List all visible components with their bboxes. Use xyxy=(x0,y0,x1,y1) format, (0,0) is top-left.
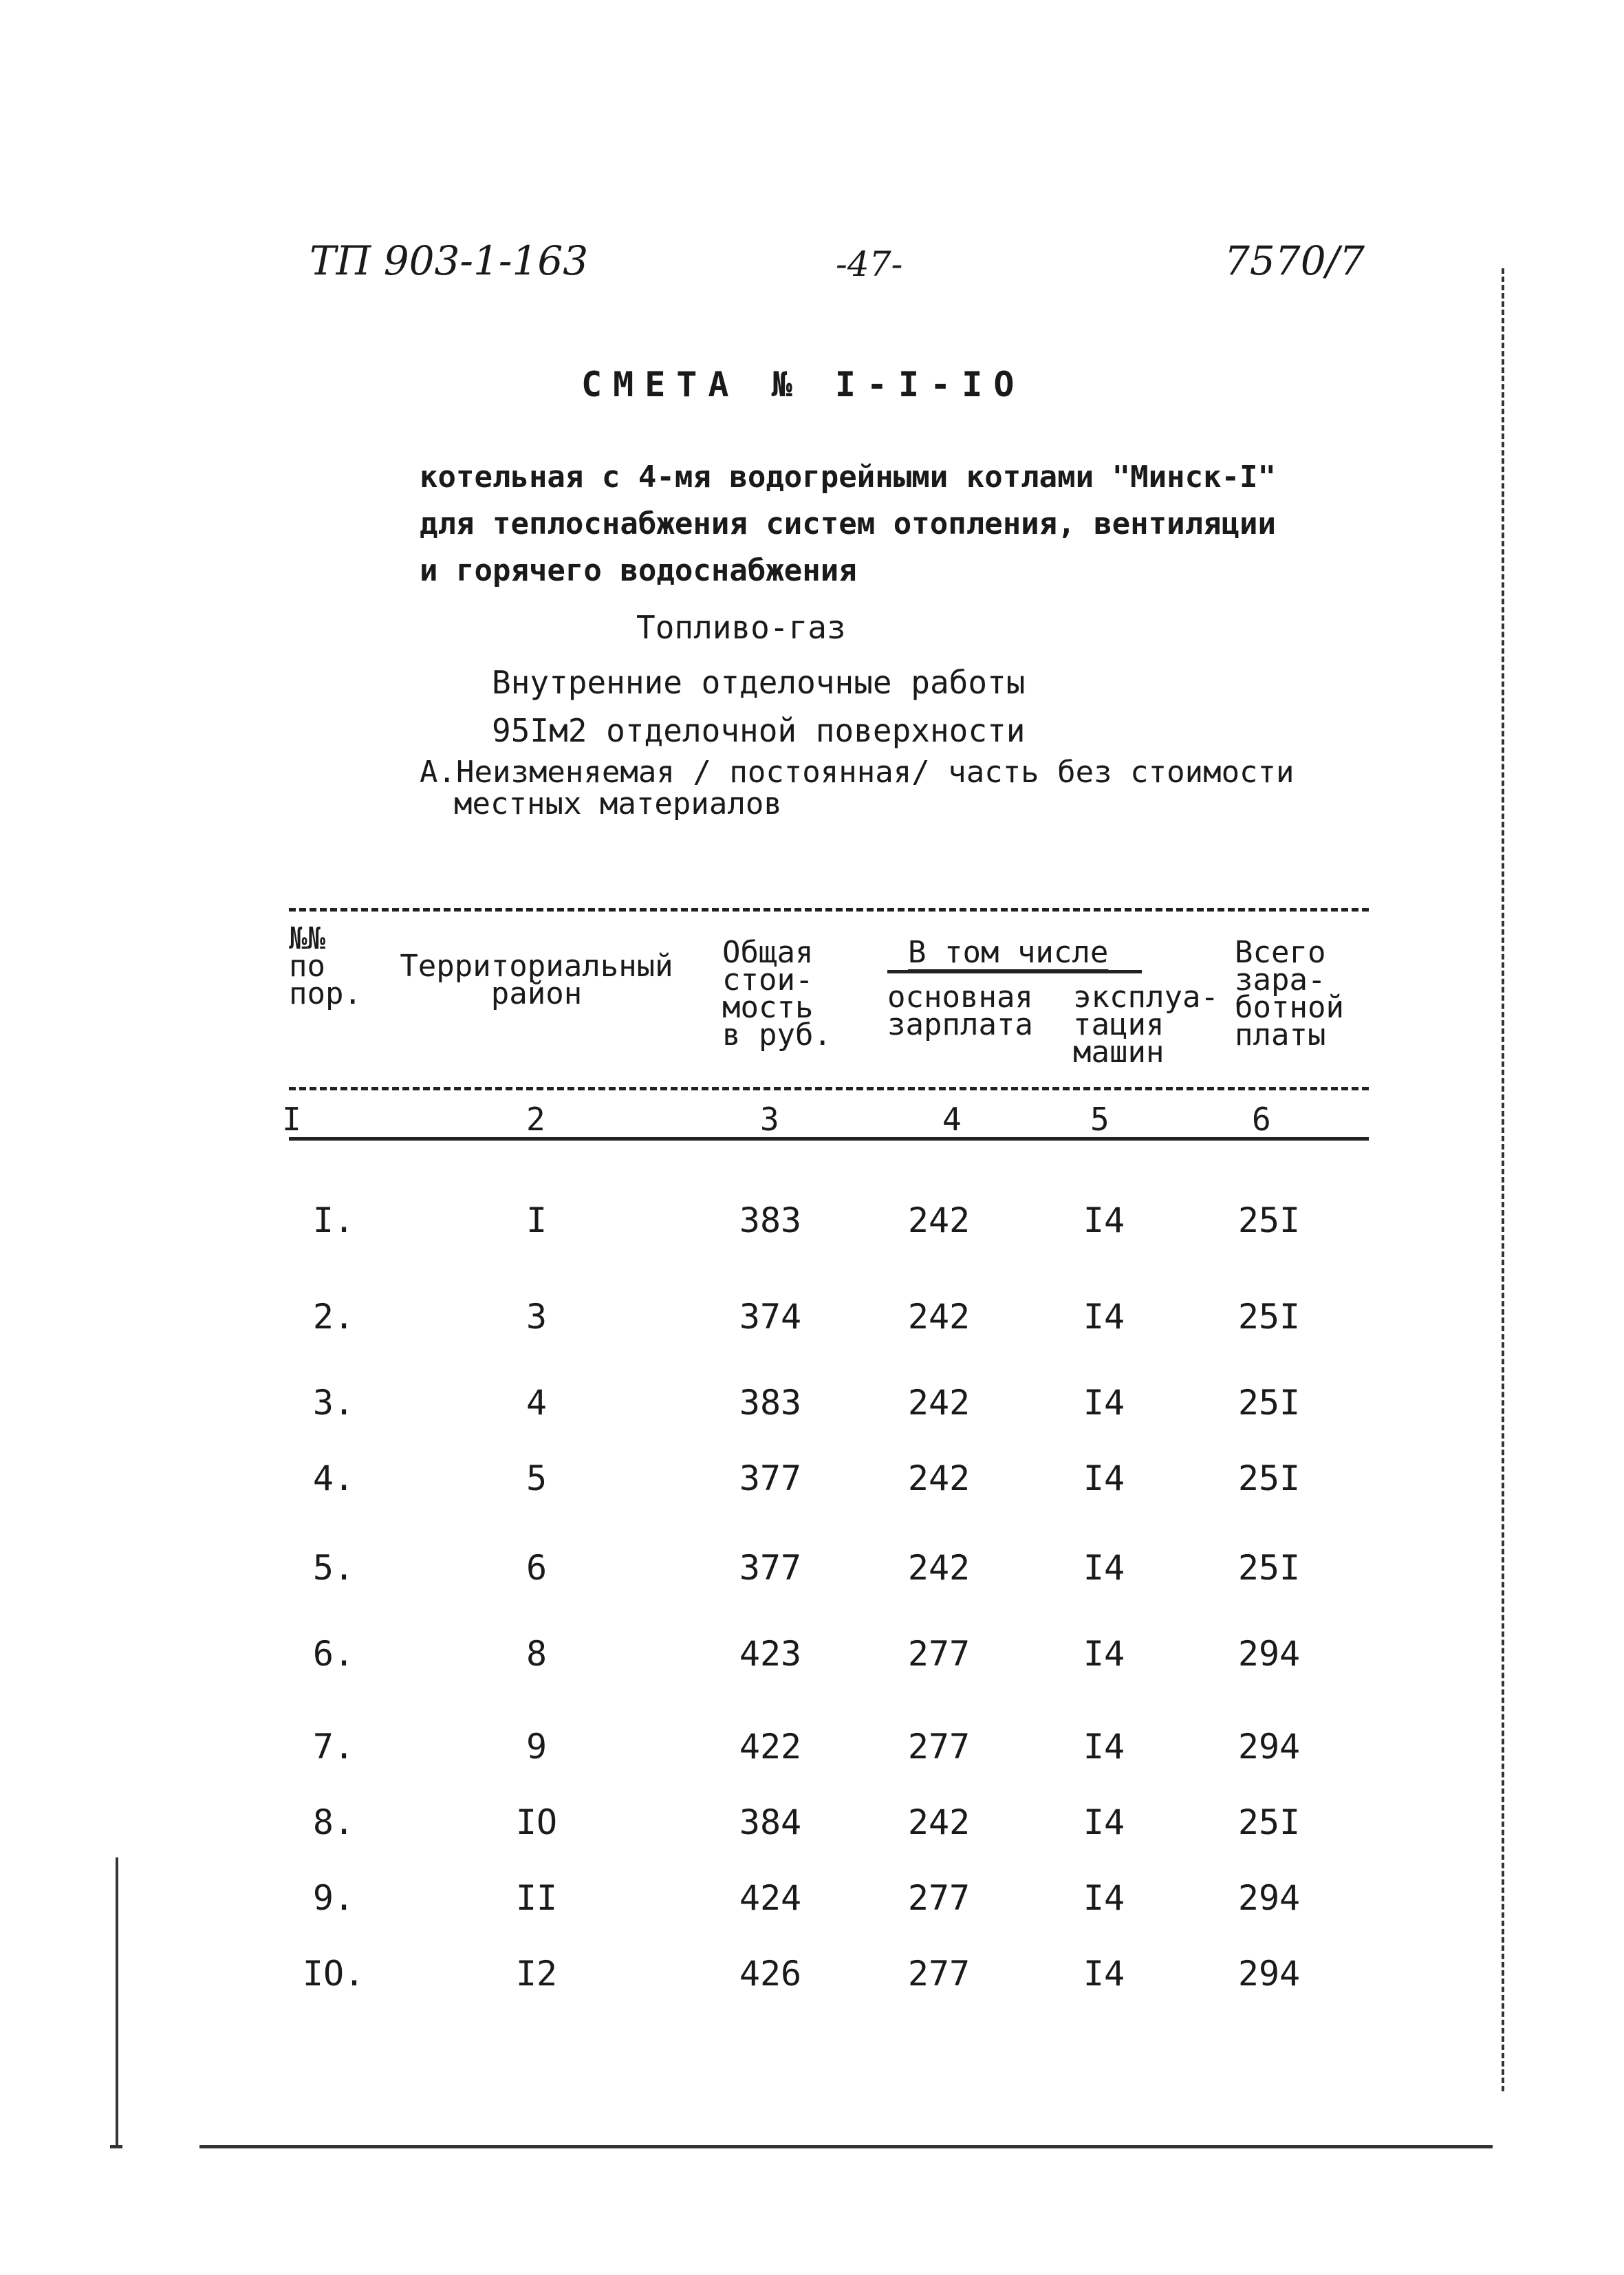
header-text: мость xyxy=(722,990,814,1025)
table-cell: I4 xyxy=(1083,1878,1125,1918)
work-type: Внутренние отделочные работы xyxy=(492,664,1026,701)
table-cell: 25I xyxy=(1237,1297,1301,1337)
table-cell: 422 xyxy=(739,1727,802,1767)
header-text: район xyxy=(490,976,583,1011)
table-cell: I4 xyxy=(1083,1297,1125,1337)
table-cell: 426 xyxy=(739,1954,802,1994)
table-cell: I4 xyxy=(1083,1458,1125,1498)
table-cell: 424 xyxy=(739,1878,802,1918)
table-cell: 242 xyxy=(907,1548,971,1588)
table-cell: I4 xyxy=(1083,1383,1125,1423)
header-bottom-rule xyxy=(289,1087,1369,1090)
header-machines xyxy=(1073,980,1219,1070)
header-text: по xyxy=(289,949,325,984)
page-number: -47- xyxy=(836,244,903,284)
header-region xyxy=(392,949,681,1011)
description-line: котельная с 4-мя водогрейными котлами "Минск-I" xyxy=(420,460,1277,495)
including-underline xyxy=(887,970,1142,973)
table-cell: 242 xyxy=(907,1802,971,1842)
table-cell: 294 xyxy=(1237,1878,1301,1918)
table-cell: I4 xyxy=(1083,1548,1125,1588)
table-cell: 25I xyxy=(1237,1548,1301,1588)
table-cell: I4 xyxy=(1083,1954,1125,1994)
column-number: 6 xyxy=(1252,1101,1271,1138)
column-number: 2 xyxy=(526,1101,545,1138)
header-text: Территориальный xyxy=(400,949,673,984)
table-cell: 242 xyxy=(907,1458,971,1498)
estimate-title: СМЕТА № I-I-IO xyxy=(581,365,1026,405)
description-line: для теплоснабжения систем отопления, вентиляции xyxy=(420,506,1277,541)
table-cell: 7. xyxy=(312,1727,355,1767)
header-text: Всего xyxy=(1235,935,1326,970)
table-cell: 2. xyxy=(312,1297,355,1337)
table-cell: I4 xyxy=(1083,1200,1125,1240)
table-cell: 25I xyxy=(1237,1458,1301,1498)
column-number: 3 xyxy=(760,1101,779,1138)
column-number: I xyxy=(282,1101,301,1138)
table-cell: 3. xyxy=(312,1383,355,1423)
table-cell: I4 xyxy=(1083,1727,1125,1767)
section-heading xyxy=(420,757,1295,820)
table-cell: 277 xyxy=(907,1727,971,1767)
table-cell: 25I xyxy=(1237,1802,1301,1842)
column-number: 4 xyxy=(942,1101,962,1138)
table-cell: 383 xyxy=(739,1200,802,1240)
table-cell: 377 xyxy=(739,1548,802,1588)
table-cell: 294 xyxy=(1237,1954,1301,1994)
column-number-rule xyxy=(289,1137,1369,1141)
header-text: зара- xyxy=(1235,962,1326,998)
header-num xyxy=(289,921,362,1011)
table-cell: 384 xyxy=(739,1802,802,1842)
table-cell: II xyxy=(515,1878,558,1918)
document-code: ТП 903-1-163 xyxy=(310,237,589,284)
table-cell: 377 xyxy=(739,1458,802,1498)
table-cell: 5. xyxy=(312,1548,355,1588)
table-cell: 5 xyxy=(526,1458,548,1498)
column-number: 5 xyxy=(1090,1101,1109,1138)
table-cell: 383 xyxy=(739,1383,802,1423)
table-cell: I4 xyxy=(1083,1634,1125,1674)
table-cell: 4 xyxy=(526,1383,548,1423)
table-cell: 277 xyxy=(907,1954,971,1994)
fuel-type: Топливо-газ xyxy=(636,609,846,646)
sheet-code: 7570/7 xyxy=(1224,237,1365,284)
header-total xyxy=(722,935,832,1053)
table-cell: 294 xyxy=(1237,1634,1301,1674)
description-line: и горячего водоснабжения xyxy=(420,553,857,588)
header-wages-total xyxy=(1235,935,1344,1053)
table-cell: 294 xyxy=(1237,1727,1301,1767)
header-text: пор. xyxy=(289,976,362,1011)
header-including: В том числе xyxy=(908,935,1109,970)
bottom-rule xyxy=(199,2145,1493,2148)
header-text: Общая xyxy=(722,935,814,970)
section-line: А.Неизменяемая / постоянная/ часть без стоимости xyxy=(420,755,1295,790)
left-margin-rule xyxy=(116,1857,118,2146)
header-text: в руб. xyxy=(722,1017,832,1053)
table-cell: 8 xyxy=(526,1634,548,1674)
header-text: платы xyxy=(1235,1017,1326,1053)
table-cell: I. xyxy=(312,1200,355,1240)
table-cell: 3 xyxy=(526,1297,548,1337)
surface-area: 95Iм2 отделочной поверхности xyxy=(492,712,1026,749)
header-text: тация xyxy=(1073,1007,1165,1042)
table-cell: IO xyxy=(515,1802,558,1842)
table-cell: 25I xyxy=(1237,1383,1301,1423)
left-margin-tick xyxy=(110,2145,122,2148)
table-cell: 277 xyxy=(907,1878,971,1918)
table-cell: 4. xyxy=(312,1458,355,1498)
header-text: эксплуа- xyxy=(1073,980,1219,1015)
table-cell: 277 xyxy=(907,1634,971,1674)
table-cell: 242 xyxy=(907,1297,971,1337)
table-cell: 374 xyxy=(739,1297,802,1337)
header-text: основная xyxy=(887,980,1033,1015)
table-cell: 6. xyxy=(312,1634,355,1674)
table-cell: 242 xyxy=(907,1200,971,1240)
description xyxy=(420,454,1276,594)
section-line: местных материалов xyxy=(454,786,782,821)
table-cell: I4 xyxy=(1083,1802,1125,1842)
table-cell: IO. xyxy=(302,1954,365,1994)
table-cell: 242 xyxy=(907,1383,971,1423)
table-top-rule xyxy=(289,908,1369,912)
table-cell: 9 xyxy=(526,1727,548,1767)
table-cell: 8. xyxy=(312,1802,355,1842)
header-text: зарплата xyxy=(887,1007,1033,1042)
header-text: стои- xyxy=(722,962,814,998)
table-cell: 6 xyxy=(526,1548,548,1588)
header-text: ботной xyxy=(1235,990,1344,1025)
table-cell: 423 xyxy=(739,1634,802,1674)
table-cell: 25I xyxy=(1237,1200,1301,1240)
table-cell: I2 xyxy=(515,1954,558,1994)
table-cell: 9. xyxy=(312,1878,355,1918)
header-base-salary xyxy=(887,980,1033,1042)
table-cell: I xyxy=(526,1200,548,1240)
header-text: №№ xyxy=(289,921,325,956)
right-margin-rule xyxy=(1502,268,1504,2091)
header-text: машин xyxy=(1073,1035,1165,1070)
